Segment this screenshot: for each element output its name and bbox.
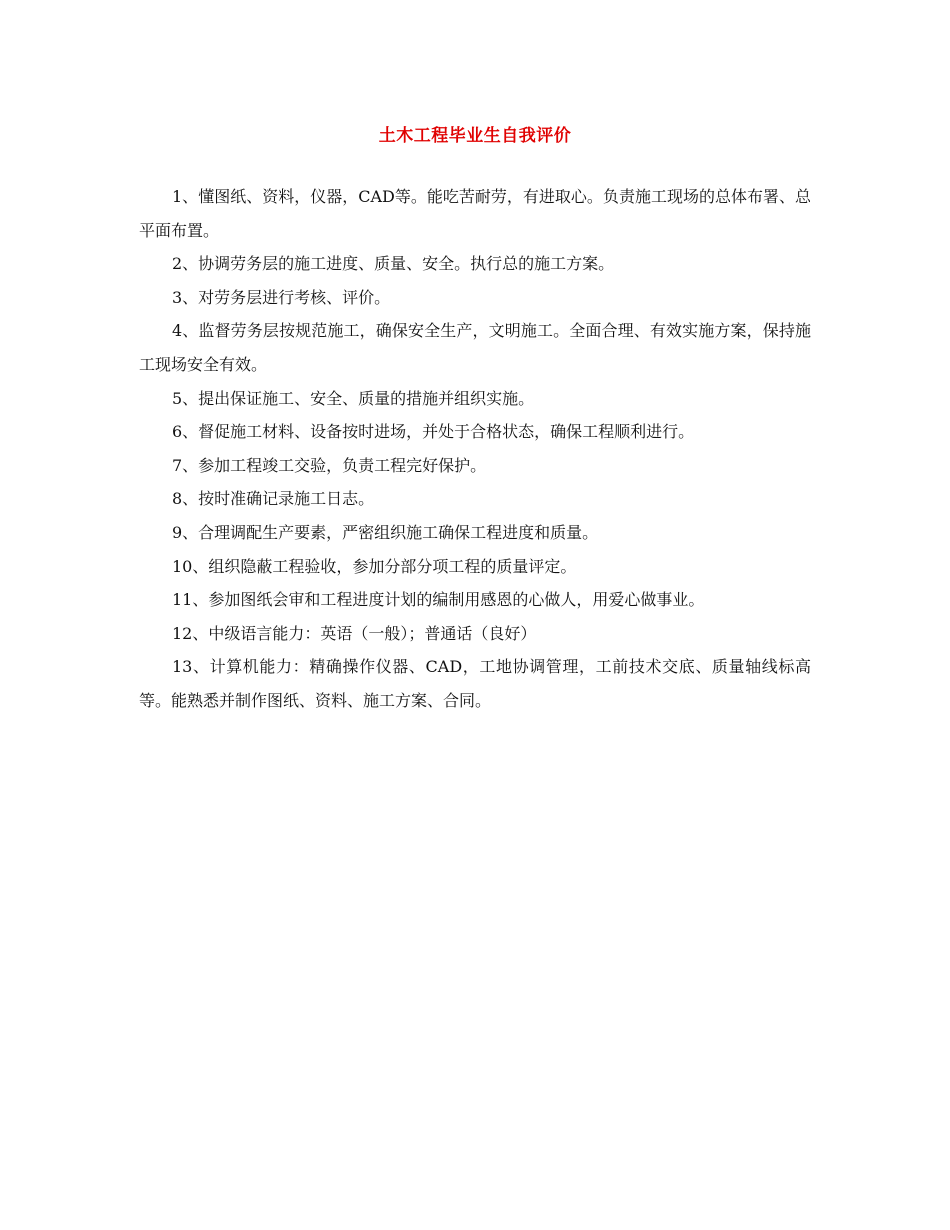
- paragraph-1: 1、懂图纸、资料，仪器，CAD等。能吃苦耐劳，有进取心。负责施工现场的总体布署、总平面布置。: [139, 187, 811, 240]
- paragraph-11: 11、参加图纸会审和工程进度计划的编制用感恩的心做人，用爱心做事业。: [172, 590, 705, 610]
- paragraph-7: 7、参加工程竣工交验，负责工程完好保护。: [172, 455, 487, 475]
- paragraph-5: 5、提出保证施工、安全、质量的措施并组织实施。: [172, 388, 535, 408]
- paragraph-3: 3、对劳务层进行考核、评价。: [172, 287, 391, 307]
- document-title: 土木工程毕业生自我评价: [378, 126, 572, 146]
- paragraph-10: 10、组织隐蔽工程验收，参加分部分项工程的质量评定。: [172, 556, 577, 576]
- paragraph-9: 9、合理调配生产要素，严密组织施工确保工程进度和质量。: [172, 522, 599, 542]
- paragraph-4: 4、监督劳务层按规范施工，确保安全生产，文明施工。全面合理、有效实施方案，保持施工现场安全有效。: [139, 321, 811, 374]
- paragraph-13: 13、计算机能力：精确操作仪器、CAD，工地协调管理，工前技术交底、质量轴线标高等。能熟悉并制作图纸、资料、施工方案、合同。: [139, 657, 811, 710]
- paragraph-12: 12、中级语言能力：英语（一般）；普通话（良好）: [172, 623, 537, 643]
- paragraph-6: 6、督促施工材料、设备按时进场，并处于合格状态，确保工程顺利进行。: [172, 422, 695, 442]
- document-body: [139, 180, 811, 718]
- paragraph-8: 8、按时准确记录施工日志。: [172, 489, 375, 509]
- paragraph-2: 2、协调劳务层的施工进度、质量、安全。执行总的施工方案。: [172, 254, 615, 274]
